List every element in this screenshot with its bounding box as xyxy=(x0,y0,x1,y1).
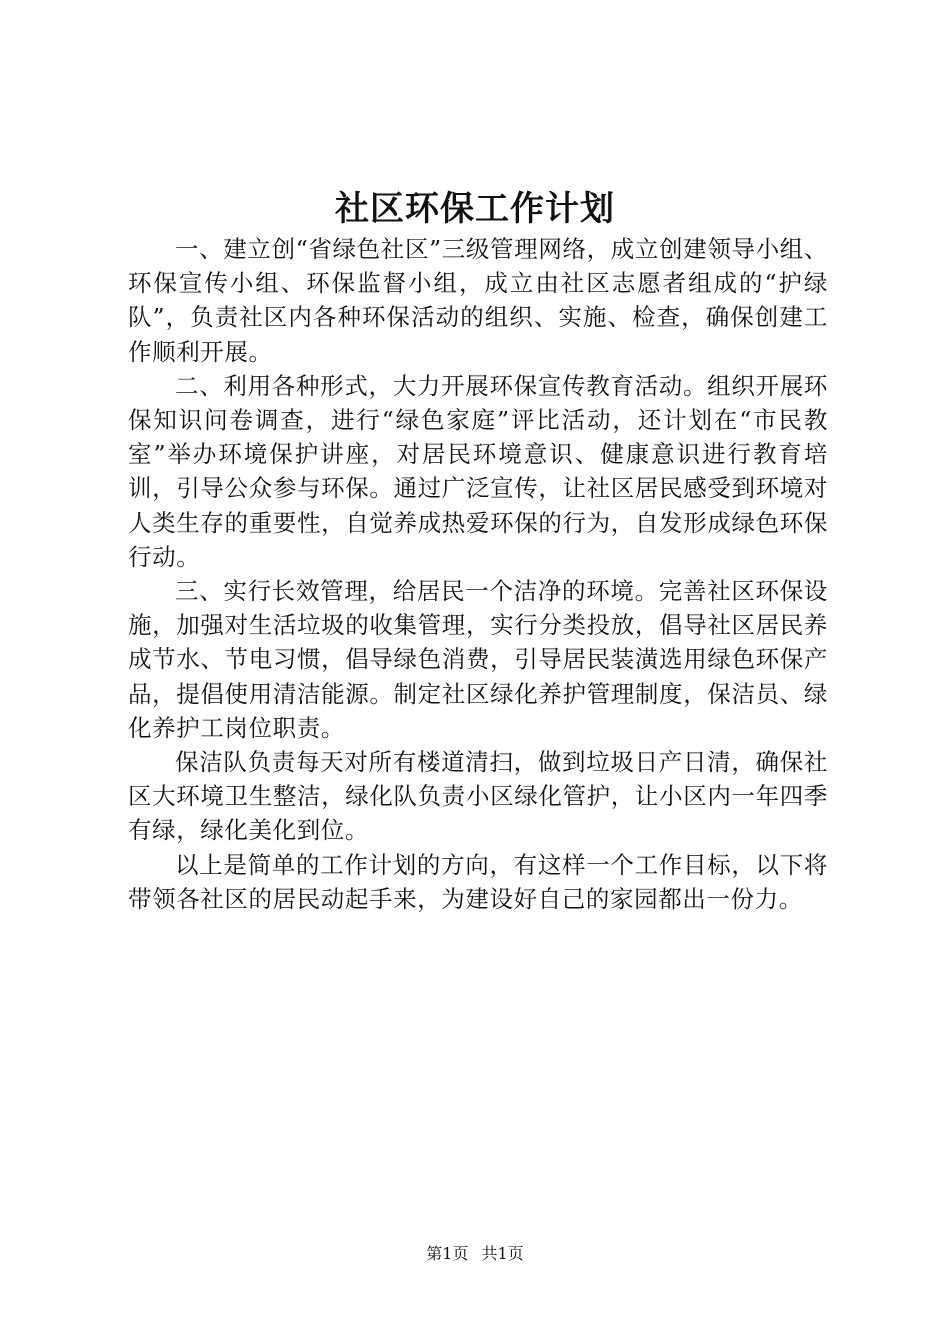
paragraph-5: 以上是简单的工作计划的方向，有这样一个工作目标，以下将带领各社区的居民动起手来，为建设好自己的家园都出一份力。 xyxy=(128,850,828,913)
page-total: 共1页 xyxy=(481,1244,524,1263)
document-body xyxy=(128,232,828,916)
page-footer xyxy=(0,1243,950,1265)
page-number: 第1页 xyxy=(426,1244,469,1263)
paragraph-3: 三、实行长效管理，给居民一个洁净的环境。完善社区环保设施，加强对生活垃圾的收集管理，实行分类投放，倡导社区居民养成节水、节电习惯，倡导绿色消费，引导居民装潢选用绿色环保产品，提倡使用清洁能源。制定社区绿化养护管理制度，保洁员、绿化养护工岗位职责。 xyxy=(128,577,828,742)
paragraph-4: 保洁队负责每天对所有楼道清扫，做到垃圾日产日清，确保社区大环境卫生整洁，绿化队负责小区绿化管护，让小区内一年四季有绿，绿化美化到位。 xyxy=(128,748,828,845)
paragraph-2: 二、利用各种形式，大力开展环保宣传教育活动。组织开展环保知识问卷调查，进行“绿色家庭”评比活动，还计划在“市民教室”举办环境保护讲座，对居民环境意识、健康意识进行教育培训，引导公众参与环保。通过广泛宣传，让社区居民感受到环境对人类生存的重要性，自觉养成热爱环保的行为，自发形成绿色环保行动。 xyxy=(128,371,828,571)
document-title: 社区环保工作计划 xyxy=(335,189,615,229)
paragraph-1: 一、建立创“省绿色社区”三级管理网络，成立创建领导小组、环保宣传小组、环保监督小组，成立由社区志愿者组成的“护绿队”，负责社区内各种环保活动的组织、实施、检查，确保创建工作顺利开展。 xyxy=(128,235,828,366)
